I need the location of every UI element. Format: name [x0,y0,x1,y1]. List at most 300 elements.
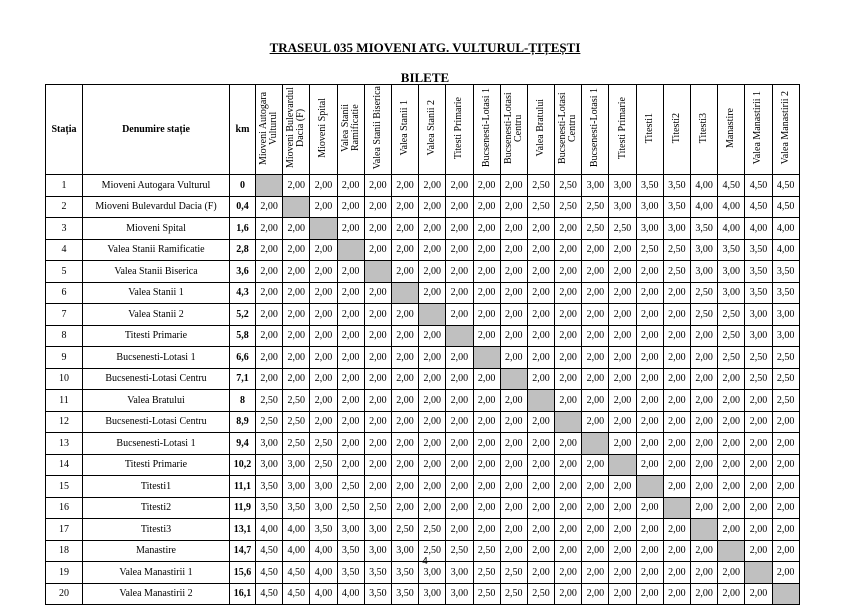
fare-cell: 2,00 [310,325,337,347]
fare-cell: 2,00 [419,218,446,240]
station-km: 5,8 [230,325,256,347]
fare-cell: 2,00 [419,239,446,261]
fare-cell: 4,50 [256,583,283,605]
fare-cell: 2,00 [636,390,663,412]
fare-cell: 2,00 [527,476,554,498]
fare-cell: 2,00 [419,411,446,433]
fare-cell: 2,00 [691,454,718,476]
fare-cell: 2,00 [636,411,663,433]
fare-cell: 2,50 [283,411,310,433]
station-number: 17 [46,519,83,541]
header-destination-label: Titesti3 [698,112,710,144]
fare-cell: 2,00 [310,282,337,304]
fare-cell: 2,00 [419,476,446,498]
station-name: Valea Stanii 2 [83,304,230,326]
header-destination-label: Valea Manastirii 2 [779,91,791,165]
fare-cell: 2,50 [283,390,310,412]
fare-cell: 2,00 [718,562,745,584]
fare-cell: 2,00 [609,239,636,261]
fare-cell: 2,00 [663,583,690,605]
fare-cell: 2,00 [473,454,500,476]
station-name: Valea Bratului [83,390,230,412]
fare-cell: 3,00 [256,454,283,476]
fare-cell: 3,00 [446,583,473,605]
station-name: Bucsenesti-Lotasi 1 [83,433,230,455]
fare-cell: 2,00 [609,562,636,584]
fare-cell: 2,00 [500,304,527,326]
header-destination [446,85,473,175]
header-destination [256,85,283,175]
fare-cell: 2,50 [500,583,527,605]
station-km: 4,3 [230,282,256,304]
fare-cell: 2,00 [663,347,690,369]
fare-cell: 2,00 [609,282,636,304]
fare-cell: 2,00 [419,325,446,347]
fare-cell: 2,00 [364,368,391,390]
fare-cell: 2,00 [745,583,772,605]
fare-cell: 4,00 [337,583,364,605]
fare-cell: 2,00 [283,261,310,283]
fare-cell: 2,00 [283,368,310,390]
header-station: Stația [46,85,83,175]
fare-cell: 2,00 [555,239,582,261]
fare-cell: 2,00 [555,347,582,369]
fare-cell: 2,00 [446,347,473,369]
fare-cell: 2,00 [582,239,609,261]
fare-cell: 2,50 [582,218,609,240]
fare-cell: 2,00 [500,325,527,347]
fare-cell: 2,50 [256,390,283,412]
fare-cell: 2,00 [500,454,527,476]
fare-table [45,84,800,605]
station-name: Valea Manastirii 1 [83,562,230,584]
fare-cell: 2,00 [555,562,582,584]
fare-cell: 2,00 [391,454,418,476]
fare-cell: 2,00 [636,368,663,390]
diagonal-cell [364,261,391,283]
station-number: 14 [46,454,83,476]
fare-cell: 2,00 [446,175,473,197]
table-row [46,347,800,369]
header-destination [500,85,527,175]
fare-cell: 2,00 [500,497,527,519]
fare-cell: 3,50 [663,196,690,218]
fare-cell: 3,00 [636,218,663,240]
fare-cell: 2,00 [663,454,690,476]
fare-cell: 4,50 [283,583,310,605]
fare-cell: 2,00 [609,497,636,519]
fare-cell: 2,00 [500,239,527,261]
fare-cell: 2,00 [636,540,663,562]
fare-cell: 2,00 [391,497,418,519]
fare-cell: 2,00 [636,347,663,369]
fare-cell: 2,00 [473,304,500,326]
fare-cell: 2,00 [337,304,364,326]
fare-cell: 2,00 [310,261,337,283]
diagonal-cell [555,411,582,433]
header-destination [337,85,364,175]
fare-cell: 2,00 [527,282,554,304]
fare-cell: 2,00 [555,540,582,562]
fare-cell: 2,00 [582,390,609,412]
fare-cell: 2,50 [582,196,609,218]
station-km: 2,8 [230,239,256,261]
fare-cell: 2,00 [609,411,636,433]
fare-cell: 2,00 [364,433,391,455]
fare-cell: 4,00 [691,175,718,197]
fare-cell: 2,00 [337,390,364,412]
fare-cell: 2,00 [473,411,500,433]
station-name: Valea Stanii Biserica [83,261,230,283]
fare-cell: 2,00 [310,368,337,390]
station-km: 5,2 [230,304,256,326]
table-row [46,196,800,218]
header-destination [636,85,663,175]
header-destination [609,85,636,175]
station-number: 5 [46,261,83,283]
fare-cell: 2,00 [582,261,609,283]
fare-cell: 3,50 [337,562,364,584]
fare-cell: 2,00 [419,282,446,304]
fare-cell: 3,00 [772,325,799,347]
fare-cell: 2,00 [446,390,473,412]
fare-cell: 2,00 [527,239,554,261]
fare-cell: 2,50 [609,218,636,240]
diagonal-cell [609,454,636,476]
fare-cell: 3,50 [256,476,283,498]
fare-cell: 2,00 [555,218,582,240]
station-name: Valea Manastirii 2 [83,583,230,605]
table-row [46,476,800,498]
diagonal-cell [256,175,283,197]
fare-cell: 2,00 [310,239,337,261]
fare-cell: 2,00 [691,583,718,605]
fare-cell: 2,00 [555,390,582,412]
fare-cell: 2,50 [718,347,745,369]
fare-cell: 2,00 [419,497,446,519]
header-destination-label: Valea Stanii 1 [399,100,411,156]
fare-cell: 2,00 [582,519,609,541]
fare-cell: 2,00 [473,519,500,541]
fare-cell: 2,00 [772,454,799,476]
fare-cell: 4,00 [691,196,718,218]
fare-cell: 2,00 [745,433,772,455]
diagonal-cell [582,433,609,455]
fare-cell: 2,00 [337,368,364,390]
fare-cell: 2,00 [419,347,446,369]
fare-cell: 3,00 [283,476,310,498]
fare-cell: 2,50 [718,304,745,326]
fare-cell: 2,50 [337,476,364,498]
fare-cell: 2,00 [337,411,364,433]
fare-cell: 2,00 [772,433,799,455]
fare-cell: 2,00 [772,476,799,498]
fare-cell: 2,00 [337,325,364,347]
fare-cell: 2,00 [527,411,554,433]
fare-cell: 2,00 [609,347,636,369]
fare-cell: 2,50 [310,433,337,455]
fare-cell: 2,00 [391,261,418,283]
fare-cell: 2,00 [555,325,582,347]
fare-cell: 2,00 [337,218,364,240]
fare-cell: 2,00 [555,261,582,283]
fare-cell: 2,00 [636,433,663,455]
fare-cell: 3,00 [745,325,772,347]
fare-cell: 2,50 [473,562,500,584]
fare-cell: 3,50 [337,540,364,562]
fare-cell: 2,00 [691,540,718,562]
header-destination-label: Bucsenesti-Lotasi Centru [557,92,579,164]
fare-cell: 4,00 [718,218,745,240]
station-km: 8 [230,390,256,412]
fare-cell: 3,00 [718,282,745,304]
table-row [46,583,800,605]
fare-cell: 2,50 [527,196,554,218]
fare-cell: 2,00 [527,562,554,584]
fare-cell: 2,00 [663,325,690,347]
fare-cell: 2,00 [364,347,391,369]
fare-cell: 2,00 [636,325,663,347]
station-number: 2 [46,196,83,218]
station-name: Titesti Primarie [83,325,230,347]
fare-cell: 2,00 [609,304,636,326]
fare-cell: 2,00 [582,454,609,476]
table-row [46,325,800,347]
fare-cell: 2,00 [663,411,690,433]
table-row [46,433,800,455]
fare-cell: 2,00 [718,411,745,433]
fare-cell: 2,50 [310,454,337,476]
fare-cell: 2,00 [582,476,609,498]
fare-cell: 2,00 [391,347,418,369]
fare-cell: 2,00 [609,540,636,562]
diagonal-cell [310,218,337,240]
fare-cell: 2,00 [446,261,473,283]
fare-cell: 2,00 [609,583,636,605]
fare-cell: 2,00 [364,390,391,412]
fare-cell: 2,00 [718,497,745,519]
fare-cell: 2,00 [364,282,391,304]
fare-cell: 3,00 [691,239,718,261]
fare-cell: 3,00 [582,175,609,197]
fare-cell: 2,00 [663,519,690,541]
fare-cell: 4,50 [745,175,772,197]
fare-cell: 3,00 [283,454,310,476]
fare-cell: 2,00 [283,218,310,240]
header-destination [391,85,418,175]
fare-cell: 3,50 [364,583,391,605]
table-row [46,519,800,541]
fare-cell: 2,00 [391,196,418,218]
fare-cell: 2,00 [256,239,283,261]
fare-cell: 2,00 [500,347,527,369]
fare-cell: 3,00 [419,583,446,605]
fare-cell: 2,00 [582,304,609,326]
fare-cell: 2,00 [283,347,310,369]
header-destination-label: Valea Stanii Ramificatie [339,103,361,153]
station-name: Manastire [83,540,230,562]
fare-cell: 2,50 [663,261,690,283]
fare-cell: 2,00 [391,476,418,498]
header-destination [772,85,799,175]
header-station-name: Denumire stație [83,85,230,175]
station-km: 6,6 [230,347,256,369]
fare-cell: 3,50 [718,239,745,261]
table-row [46,390,800,412]
diagonal-cell [691,519,718,541]
header-destination-label: Valea Bratului [534,99,546,157]
header-destination [419,85,446,175]
fare-cell: 2,00 [473,497,500,519]
fare-cell: 2,00 [582,411,609,433]
fare-cell: 2,00 [691,325,718,347]
fare-cell: 2,50 [419,540,446,562]
fare-cell: 2,00 [636,583,663,605]
station-name: Mioveni Spital [83,218,230,240]
fare-cell: 2,00 [337,282,364,304]
fare-cell: 2,00 [663,476,690,498]
header-destination [555,85,582,175]
document-title: TRASEUL 035 MIOVENI ATG. VULTURUL-ȚIȚEȘTI [269,40,581,55]
header-destination-label: Mioveni Spital [317,98,329,158]
fare-cell: 2,00 [391,175,418,197]
fare-cell: 2,00 [256,368,283,390]
fare-cell: 2,00 [718,390,745,412]
fare-cell: 2,00 [745,519,772,541]
table-row [46,282,800,304]
fare-cell: 3,50 [745,282,772,304]
fare-cell: 2,00 [772,540,799,562]
fare-cell: 4,50 [283,562,310,584]
fare-cell: 2,00 [391,411,418,433]
station-km: 9,4 [230,433,256,455]
table-row [46,218,800,240]
fare-cell: 3,00 [718,261,745,283]
fare-cell: 4,00 [310,562,337,584]
diagonal-cell [500,368,527,390]
header-destination-label: Bucsenesti-Lotasi 1 [589,88,601,168]
fare-cell: 2,00 [419,390,446,412]
fare-cell: 2,00 [555,454,582,476]
fare-cell: 3,00 [419,562,446,584]
fare-cell: 2,00 [310,196,337,218]
header-destination [283,85,310,175]
station-number: 10 [46,368,83,390]
fare-cell: 2,00 [364,411,391,433]
station-number: 15 [46,476,83,498]
fare-cell: 2,00 [473,175,500,197]
fare-cell: 2,00 [745,497,772,519]
station-km: 8,9 [230,411,256,433]
header-destination-label: Titesti1 [643,112,655,144]
station-number: 18 [46,540,83,562]
station-km: 7,1 [230,368,256,390]
fare-cell: 2,00 [283,175,310,197]
fare-cell: 2,00 [636,304,663,326]
fare-cell: 2,00 [500,540,527,562]
fare-cell: 2,50 [772,390,799,412]
fare-cell: 2,00 [446,454,473,476]
fare-cell: 2,00 [691,562,718,584]
fare-cell: 2,00 [582,347,609,369]
diagonal-cell [391,282,418,304]
fare-cell: 2,00 [256,218,283,240]
fare-cell: 2,50 [527,175,554,197]
station-name: Bucsenesti-Lotasi Centru [83,411,230,433]
fare-cell: 2,00 [473,196,500,218]
station-name: Bucsenesti-Lotasi 1 [83,347,230,369]
fare-cell: 2,00 [555,583,582,605]
fare-cell: 2,00 [500,218,527,240]
station-km: 1,6 [230,218,256,240]
header-destination [691,85,718,175]
station-number: 1 [46,175,83,197]
fare-cell: 2,50 [555,196,582,218]
fare-cell: 4,00 [283,519,310,541]
fare-cell: 3,00 [772,304,799,326]
fare-cell: 2,50 [473,583,500,605]
fare-cell: 2,00 [718,433,745,455]
station-number: 19 [46,562,83,584]
fare-cell: 3,00 [310,497,337,519]
fare-cell: 2,00 [391,218,418,240]
fare-cell: 2,00 [663,368,690,390]
station-name: Valea Stanii 1 [83,282,230,304]
fare-cell: 2,00 [555,304,582,326]
header-destination [718,85,745,175]
header-destination-label: Bucsenesti-Lotasi Centru [502,92,524,164]
table-row [46,411,800,433]
station-km: 15,6 [230,562,256,584]
fare-cell: 2,00 [718,476,745,498]
fare-cell: 2,00 [446,282,473,304]
diagonal-cell [419,304,446,326]
table-row [46,304,800,326]
fare-cell: 3,50 [772,261,799,283]
fare-cell: 2,00 [772,519,799,541]
fare-cell: 2,00 [527,433,554,455]
station-km: 3,6 [230,261,256,283]
table-row [46,497,800,519]
fare-cell: 2,00 [500,282,527,304]
header-destination-label: Mioveni Autogara Vulturul [258,91,280,165]
fare-cell: 3,50 [283,497,310,519]
fare-cell: 3,00 [256,433,283,455]
fare-cell: 4,50 [772,175,799,197]
table-header-row [46,85,800,175]
fare-cell: 2,00 [609,519,636,541]
station-number: 6 [46,282,83,304]
fare-cell: 2,00 [446,239,473,261]
fare-cell: 2,00 [500,175,527,197]
fare-cell: 2,00 [500,261,527,283]
fare-cell: 2,00 [745,540,772,562]
header-km: km [230,85,256,175]
fare-cell: 2,00 [500,519,527,541]
fare-cell: 2,00 [473,282,500,304]
fare-cell: 2,50 [772,368,799,390]
station-number: 4 [46,239,83,261]
table-row [46,454,800,476]
fare-cell: 2,00 [582,583,609,605]
fare-cell: 2,00 [663,540,690,562]
fare-cell: 2,00 [691,390,718,412]
table-row [46,368,800,390]
fare-cell: 2,00 [527,304,554,326]
fare-cell: 2,00 [446,218,473,240]
fare-cell: 4,50 [772,196,799,218]
fare-cell: 2,00 [582,540,609,562]
